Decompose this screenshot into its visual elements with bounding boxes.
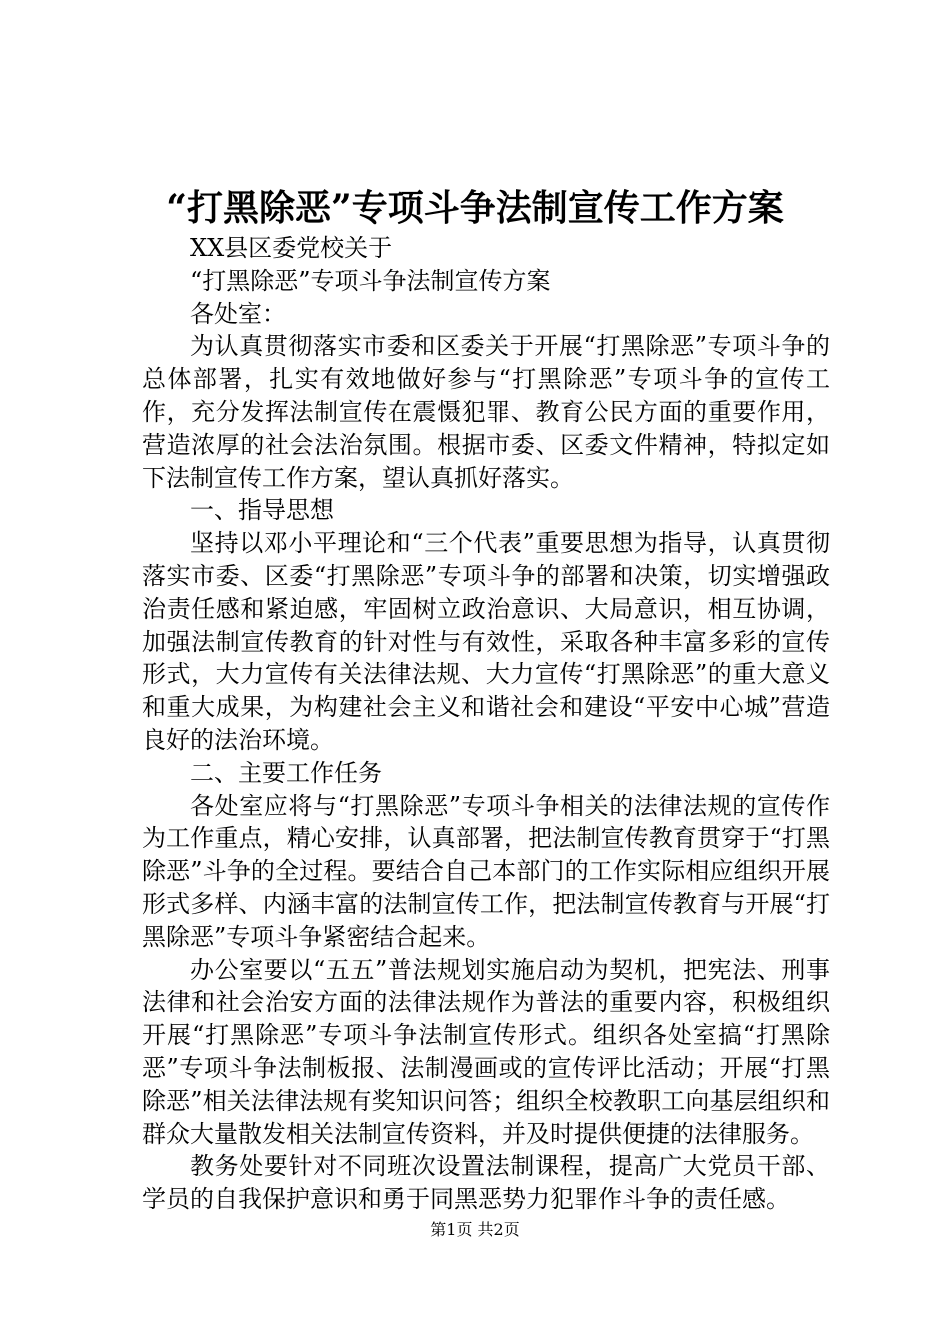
guiding-ideology-paragraph: 坚持以邓小平理论和“三个代表”重要思想为指导，认真贯彻落实市委、区委“打黑除恶”专项斗争的部署和决策，切实增强政治责任感和紧迫感，牢固树立政治意识、大局意识，相互协调，加强法制宣传教育的针对性与有效性，采取各种丰富多彩的宣传形式，大力宣传有关法律法规、大力宣传“打黑除恶”的重大意义和重大成果，为构建社会主义和谐社会和建设“平安中心城”营造良好的法治环境。 bbox=[142, 529, 830, 754]
intro-paragraph: 为认真贯彻落实市委和区委关于开展“打黑除恶”专项斗争的总体部署，扎实有效地做好参与“打黑除恶”专项斗争的宣传工作，充分发挥法制宣传在震慑犯罪、教育公民方面的重要作用，营造浓厚的社会法治氛围。根据市委、区委文件精神，特拟定如下法制宣传工作方案，望认真抓好落实。 bbox=[142, 332, 830, 492]
academic-affairs-paragraph: 教务处要针对不同班次设置法制课程，提高广大党员干部、学员的自我保护意识和勇于同黑恶势力犯罪作斗争的责任感。 bbox=[142, 1152, 830, 1214]
document-body bbox=[142, 232, 830, 1216]
salutation: 各处室： bbox=[190, 299, 286, 328]
section-heading-guiding-ideology: 一、指导思想 bbox=[190, 496, 334, 525]
section-heading-main-tasks: 二、主要工作任务 bbox=[190, 758, 382, 787]
header-line-plan: “打黑除恶”专项斗争法制宣传方案 bbox=[190, 266, 551, 295]
main-tasks-paragraph: 各处室应将与“打黑除恶”专项斗争相关的法律法规的宣传作为工作重点，精心安排，认真部署，把法制宣传教育贯穿于“打黑除恶”斗争的全过程。要结合自己本部门的工作实际相应组织开展形式多样、内涵丰富的法制宣传工作，把法制宣传教育与开展“打黑除恶”专项斗争紧密结合起来。 bbox=[142, 791, 830, 951]
document-title: “打黑除恶”专项斗争法制宣传工作方案 bbox=[166, 187, 784, 229]
office-tasks-paragraph: 办公室要以“五五”普法规划实施启动为契机，把宪法、刑事法律和社会治安方面的法律法规作为普法的重要内容，积极组织开展“打黑除恶”专项斗争法制宣传形式。组织各处室搞“打黑除恶”专项斗争法制板报、法制漫画或的宣传评比活动；开展“打黑除恶”相关法律法规有奖知识问答；组织全校教职工向基层组织和群众大量散发相关法制宣传资料，并及时提供便捷的法律服务。 bbox=[142, 955, 830, 1148]
header-line-school: XX县区委党校关于 bbox=[190, 234, 393, 262]
page-number: 第1页 共2页 bbox=[430, 1220, 520, 1239]
